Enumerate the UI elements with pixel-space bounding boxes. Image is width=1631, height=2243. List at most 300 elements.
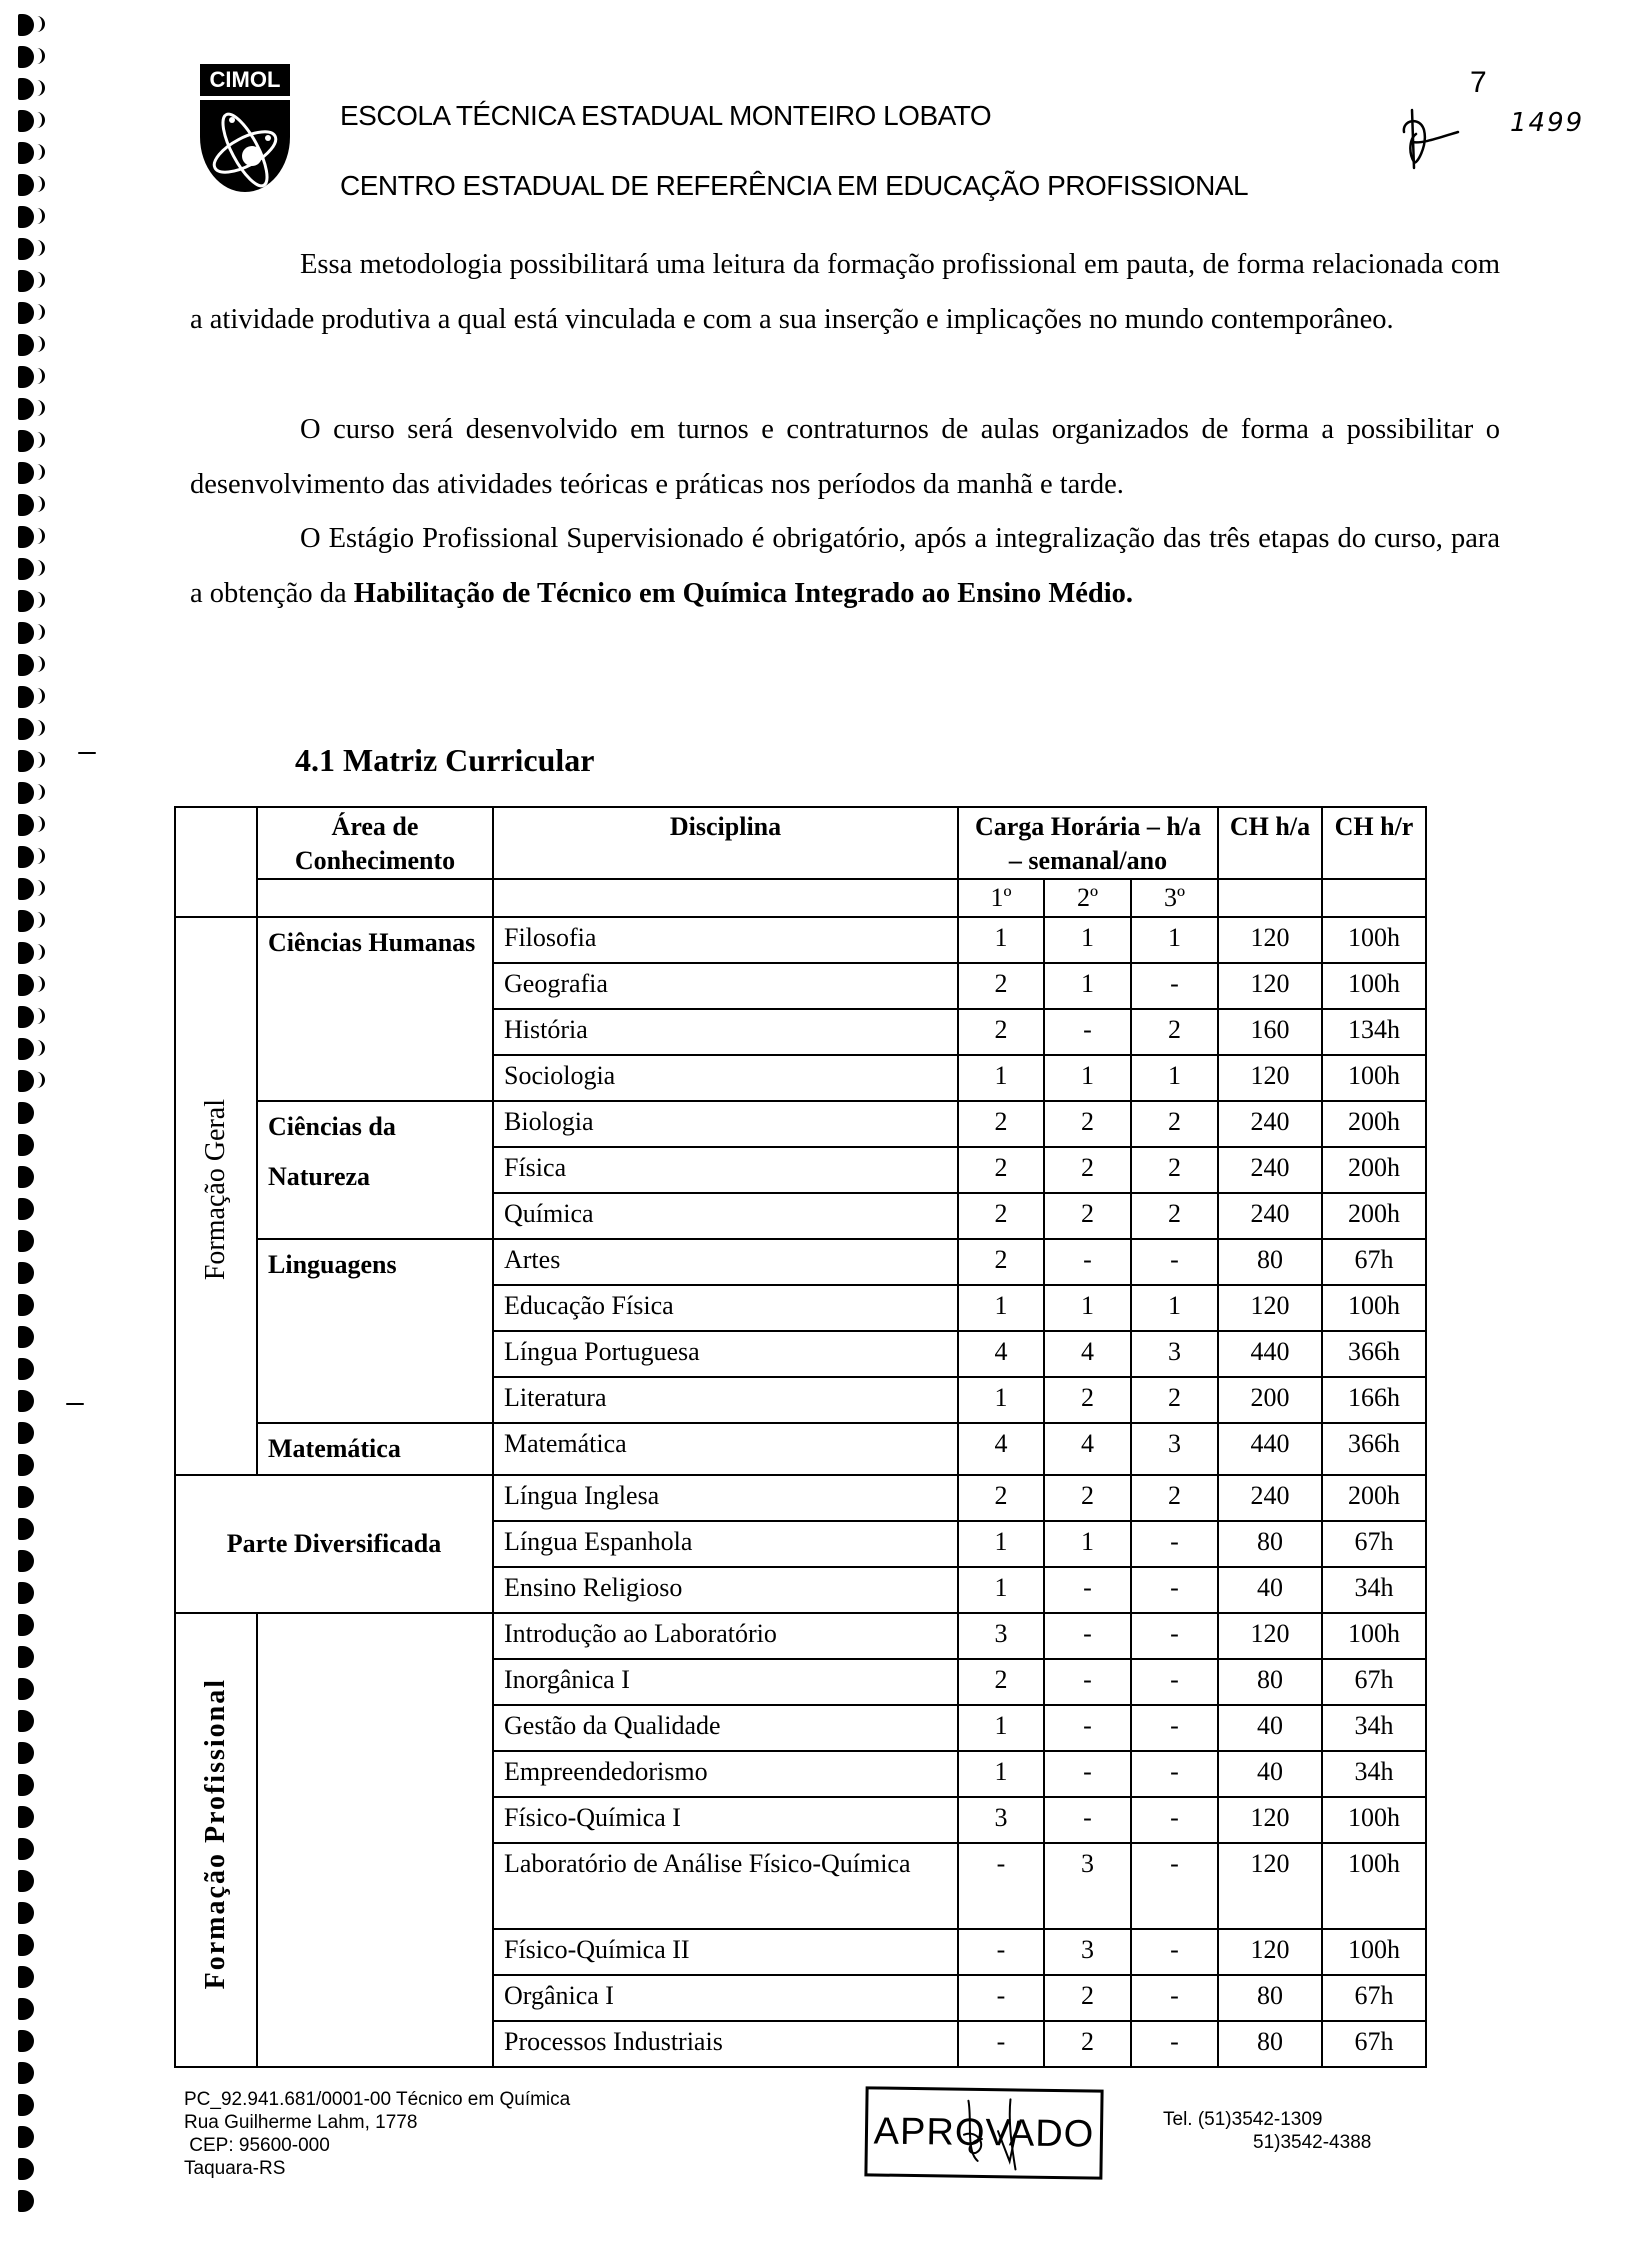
hole-dot <box>18 814 34 836</box>
cell-ch-ha: 80 <box>1218 1521 1322 1567</box>
cell-ch-hr: 366h <box>1322 1331 1426 1377</box>
hole-dot <box>18 270 34 292</box>
footer-cnpj-course: PC_92.941.681/0001-00 Técnico em Química <box>184 2089 571 2110</box>
cell-year-1: 3 <box>958 1613 1044 1659</box>
hole-dot <box>18 462 34 484</box>
binding-hole-icon <box>18 430 58 462</box>
cell-disciplina: Orgânica I <box>493 1975 958 2021</box>
binding-hole-icon <box>18 2094 58 2126</box>
cell-year-1: 2 <box>958 1009 1044 1055</box>
cell-ch-ha: 240 <box>1218 1475 1322 1521</box>
hole-dot <box>18 1454 34 1476</box>
cell-ch-hr: 200h <box>1322 1101 1426 1147</box>
cell-year-2: 4 <box>1044 1331 1131 1377</box>
hole-dot <box>18 174 34 196</box>
hole-dot <box>18 398 34 420</box>
cell-year-2: 2 <box>1044 1147 1131 1193</box>
cell-year-1: 1 <box>958 1521 1044 1567</box>
binding-hole-icon <box>18 1198 58 1230</box>
cell-ch-ha: 80 <box>1218 1659 1322 1705</box>
hole-shadow <box>37 848 45 864</box>
curriculum-matrix-table <box>174 806 1427 2068</box>
cell-ch-hr: 200h <box>1322 1193 1426 1239</box>
cell-disciplina: Gestão da Qualidade <box>493 1705 958 1751</box>
group-label: Formação Geral <box>200 1099 231 1281</box>
section-title: 4.1 Matriz Curricular <box>295 742 595 778</box>
cell-disciplina: Geografia <box>493 963 958 1009</box>
cell-ch-ha: 80 <box>1218 1975 1322 2021</box>
cell-year-3: - <box>1131 2021 1218 2067</box>
qualification-title: Habilitação de Técnico em Química Integrado ao Ensino Médio. <box>353 577 1134 609</box>
cell-year-3: - <box>1131 1751 1218 1797</box>
binding-hole-icon <box>18 1806 58 1838</box>
scan-mark <box>78 752 96 754</box>
hole-dot <box>18 2094 34 2116</box>
hole-shadow <box>37 240 45 256</box>
center-name: CENTRO ESTADUAL DE REFERÊNCIA EM EDUCAÇÃO PROFISSIONAL <box>340 170 1249 201</box>
binding-hole-icon <box>18 2126 58 2158</box>
hole-dot <box>18 1710 34 1732</box>
header-disciplina: Disciplina <box>493 807 958 879</box>
binding-hole-icon <box>18 526 58 558</box>
cell-ch-hr: 134h <box>1322 1009 1426 1055</box>
hole-dot <box>18 1262 34 1284</box>
binding-hole-icon <box>18 1166 58 1198</box>
binding-hole-icon <box>18 1742 58 1774</box>
cell-year-3: - <box>1131 1929 1218 1975</box>
cell-year-3: 1 <box>1131 1285 1218 1331</box>
cell-disciplina: Físico-Química I <box>493 1797 958 1843</box>
table-row <box>175 1613 1426 1659</box>
cell-year-1: 1 <box>958 1285 1044 1331</box>
hole-shadow <box>37 688 45 704</box>
hole-shadow <box>37 656 45 672</box>
binding-hole-icon <box>18 910 58 942</box>
hole-shadow <box>37 208 45 224</box>
cell-year-2: 3 <box>1044 1929 1131 1975</box>
binding-hole-icon <box>18 174 58 206</box>
hole-shadow <box>37 1040 45 1056</box>
header-area: Área de Conhecimento <box>257 807 493 879</box>
cell-ch-ha: 240 <box>1218 1101 1322 1147</box>
hole-dot <box>18 206 34 228</box>
binding-hole-icon <box>18 654 58 686</box>
cell-ch-ha: 160 <box>1218 1009 1322 1055</box>
hole-shadow <box>37 720 45 736</box>
hole-dot <box>18 942 34 964</box>
cell-ch-ha: 120 <box>1218 1929 1322 1975</box>
hole-dot <box>18 366 34 388</box>
cell-ch-hr: 34h <box>1322 1705 1426 1751</box>
cell-year-2: 1 <box>1044 917 1131 963</box>
cell-year-2: 1 <box>1044 963 1131 1009</box>
hole-dot <box>18 1134 34 1156</box>
hole-dot <box>18 1870 34 1892</box>
binding-hole-icon <box>18 334 58 366</box>
hole-dot <box>18 142 34 164</box>
binding-hole-icon <box>18 1390 58 1422</box>
binding-hole-icon <box>18 1614 58 1646</box>
cell-disciplina: Física <box>493 1147 958 1193</box>
hole-dot <box>18 238 34 260</box>
binding-hole-icon <box>18 1934 58 1966</box>
header-ch-hr-blank <box>1322 879 1426 917</box>
cell-year-3: 2 <box>1131 1193 1218 1239</box>
binding-hole-icon <box>18 2062 58 2094</box>
binding-hole-icon <box>18 686 58 718</box>
stamp-text: APROVADO <box>873 2109 1095 2156</box>
binding-hole-icon <box>18 1870 58 1902</box>
hole-shadow <box>37 976 45 992</box>
table-row <box>175 1239 1426 1285</box>
hole-dot <box>18 1550 34 1572</box>
hole-dot <box>18 1934 34 1956</box>
binding-hole-icon <box>18 2190 58 2222</box>
cell-year-1: 4 <box>958 1423 1044 1475</box>
group-parte-diversificada: Parte Diversificada <box>175 1475 493 1613</box>
cell-year-2: 2 <box>1044 1101 1131 1147</box>
cell-disciplina: Língua Inglesa <box>493 1475 958 1521</box>
school-logo <box>200 64 290 192</box>
cell-year-3: - <box>1131 1239 1218 1285</box>
cell-ch-hr: 100h <box>1322 1929 1426 1975</box>
hole-dot <box>18 558 34 580</box>
binding-hole-icon <box>18 78 58 110</box>
cell-year-1: 1 <box>958 1567 1044 1613</box>
cell-year-3: 3 <box>1131 1331 1218 1377</box>
cell-ch-hr: 67h <box>1322 1239 1426 1285</box>
cell-year-2: 2 <box>1044 2021 1131 2067</box>
cell-year-1: 1 <box>958 1705 1044 1751</box>
cell-year-1: - <box>958 1975 1044 2021</box>
cell-year-3: 2 <box>1131 1475 1218 1521</box>
hole-dot <box>18 1198 34 1220</box>
cell-ch-hr: 67h <box>1322 1521 1426 1567</box>
hole-dot <box>18 718 34 740</box>
cell-disciplina: Artes <box>493 1239 958 1285</box>
cell-ch-hr: 100h <box>1322 963 1426 1009</box>
hole-shadow <box>37 432 45 448</box>
cell-year-2: 1 <box>1044 1285 1131 1331</box>
handwritten-sheet-number: 1499 <box>1510 108 1585 138</box>
hole-shadow <box>37 784 45 800</box>
binding-hole-icon <box>18 846 58 878</box>
hole-dot <box>18 430 34 452</box>
hole-shadow <box>37 752 45 768</box>
cell-year-3: - <box>1131 1843 1218 1929</box>
area-linguagens: Linguagens <box>257 1239 493 1423</box>
cell-year-3: - <box>1131 1613 1218 1659</box>
hole-dot <box>18 1742 34 1764</box>
binding-hole-icon <box>18 1550 58 1582</box>
cell-year-1: 3 <box>958 1797 1044 1843</box>
cell-ch-hr: 200h <box>1322 1147 1426 1193</box>
header-year-2: 2º <box>1044 879 1131 917</box>
cell-year-3: 2 <box>1131 1009 1218 1055</box>
hole-shadow <box>37 496 45 512</box>
hole-dot <box>18 1326 34 1348</box>
hole-dot <box>18 686 34 708</box>
binding-holes <box>18 14 58 2222</box>
hole-dot <box>18 1230 34 1252</box>
hole-dot <box>18 78 34 100</box>
cell-disciplina: Língua Portuguesa <box>493 1331 958 1377</box>
binding-hole-icon <box>18 942 58 974</box>
footer-cep: CEP: 95600-000 <box>184 2135 330 2156</box>
binding-hole-icon <box>18 1102 58 1134</box>
cell-year-2: - <box>1044 1239 1131 1285</box>
binding-hole-icon <box>18 1038 58 1070</box>
cell-disciplina: Educação Física <box>493 1285 958 1331</box>
hole-dot <box>18 750 34 772</box>
cell-year-2: 2 <box>1044 1975 1131 2021</box>
binding-hole-icon <box>18 1678 58 1710</box>
binding-hole-icon <box>18 14 58 46</box>
cell-year-1: 1 <box>958 1751 1044 1797</box>
binding-hole-icon <box>18 1454 58 1486</box>
hole-dot <box>18 1678 34 1700</box>
cell-year-3: - <box>1131 1797 1218 1843</box>
binding-hole-icon <box>18 462 58 494</box>
binding-hole-icon <box>18 1358 58 1390</box>
hole-shadow <box>37 1008 45 1024</box>
hole-dot <box>18 302 34 324</box>
binding-hole-icon <box>18 718 58 750</box>
hole-dot <box>18 1582 34 1604</box>
cell-year-2: - <box>1044 1751 1131 1797</box>
cell-ch-ha: 40 <box>1218 1705 1322 1751</box>
logo-text: CIMOL <box>200 64 290 96</box>
binding-hole-icon <box>18 558 58 590</box>
cell-ch-ha: 40 <box>1218 1567 1322 1613</box>
hole-dot <box>18 2062 34 2084</box>
hole-dot <box>18 14 34 36</box>
binding-hole-icon <box>18 1646 58 1678</box>
binding-hole-icon <box>18 270 58 302</box>
hole-shadow <box>37 112 45 128</box>
binding-hole-icon <box>18 2030 58 2062</box>
cell-year-1: 2 <box>958 1147 1044 1193</box>
hole-dot <box>18 2190 34 2212</box>
cell-ch-ha: 80 <box>1218 2021 1322 2067</box>
hole-dot <box>18 334 34 356</box>
group-formacao-profissional <box>175 1613 257 2067</box>
cell-ch-ha: 120 <box>1218 1843 1322 1929</box>
hole-shadow <box>37 1072 45 1088</box>
binding-hole-icon <box>18 1422 58 1454</box>
header-disciplina-blank <box>493 879 958 917</box>
cell-disciplina: Literatura <box>493 1377 958 1423</box>
binding-hole-icon <box>18 302 58 334</box>
header-group-blank <box>175 807 257 917</box>
hole-shadow <box>37 16 45 32</box>
header-carga-horaria: Carga Horária – h/a – semanal/ano <box>958 807 1218 879</box>
cell-year-3: - <box>1131 1659 1218 1705</box>
cell-year-3: 2 <box>1131 1101 1218 1147</box>
cell-ch-ha: 120 <box>1218 963 1322 1009</box>
hole-dot <box>18 46 34 68</box>
hole-shadow <box>37 272 45 288</box>
hole-dot <box>18 1998 34 2020</box>
paragraph-shifts: O curso será desenvolvido em turnos e contraturnos de aulas organizados de forma a possibilitar o desenvolvimento das atividades teóricas e práticas nos períodos da manhã e tarde. <box>190 414 1500 500</box>
cell-disciplina: Físico-Química II <box>493 1929 958 1975</box>
footer-tel-2: 51)3542-4388 <box>1253 2132 1372 2153</box>
hole-dot <box>18 1518 34 1540</box>
hole-dot <box>18 1614 34 1636</box>
cell-year-1: 2 <box>958 1193 1044 1239</box>
cell-year-1: 1 <box>958 1377 1044 1423</box>
cell-year-2: 2 <box>1044 1475 1131 1521</box>
cell-year-3: - <box>1131 1521 1218 1567</box>
header-year-3: 3º <box>1131 879 1218 917</box>
school-name: ESCOLA TÉCNICA ESTADUAL MONTEIRO LOBATO <box>340 100 992 131</box>
hole-dot <box>18 1774 34 1796</box>
binding-hole-icon <box>18 814 58 846</box>
cell-ch-ha: 120 <box>1218 1613 1322 1659</box>
cell-year-3: - <box>1131 1567 1218 1613</box>
binding-hole-icon <box>18 1774 58 1806</box>
hole-dot <box>18 526 34 548</box>
binding-hole-icon <box>18 1902 58 1934</box>
cell-year-2: - <box>1044 1613 1131 1659</box>
hole-dot <box>18 1166 34 1188</box>
cell-year-2: - <box>1044 1797 1131 1843</box>
hole-dot <box>18 1294 34 1316</box>
area-blank <box>257 1613 493 2067</box>
cell-disciplina: Empreendedorismo <box>493 1751 958 1797</box>
cell-ch-hr: 100h <box>1322 917 1426 963</box>
hole-dot <box>18 846 34 868</box>
table-row <box>175 917 1426 963</box>
hole-dot <box>18 494 34 516</box>
cell-year-1: - <box>958 2021 1044 2067</box>
binding-hole-icon <box>18 974 58 1006</box>
cell-year-1: - <box>958 1843 1044 1929</box>
hole-shadow <box>37 400 45 416</box>
cell-ch-hr: 100h <box>1322 1843 1426 1929</box>
cell-disciplina: Química <box>493 1193 958 1239</box>
cell-ch-hr: 100h <box>1322 1797 1426 1843</box>
hole-shadow <box>37 880 45 896</box>
table-row <box>175 1101 1426 1147</box>
cell-disciplina: Língua Espanhola <box>493 1521 958 1567</box>
footer-city: Taquara-RS <box>184 2158 286 2179</box>
cell-ch-ha: 240 <box>1218 1193 1322 1239</box>
group-label: Formação Profissional <box>200 1678 231 1990</box>
hole-dot <box>18 1038 34 1060</box>
hole-shadow <box>37 80 45 96</box>
cell-ch-ha: 440 <box>1218 1423 1322 1475</box>
hole-shadow <box>37 816 45 832</box>
hole-shadow <box>37 48 45 64</box>
hole-dot <box>18 1486 34 1508</box>
cell-disciplina: Sociologia <box>493 1055 958 1101</box>
binding-hole-icon <box>18 110 58 142</box>
approved-stamp <box>864 2086 1103 2179</box>
hole-shadow <box>37 464 45 480</box>
binding-hole-icon <box>18 1326 58 1358</box>
hole-shadow <box>37 144 45 160</box>
binding-hole-icon <box>18 366 58 398</box>
hole-dot <box>18 1422 34 1444</box>
binding-hole-icon <box>18 1838 58 1870</box>
cell-disciplina: Processos Industriais <box>493 2021 958 2067</box>
footer-tel-1: Tel. (51)3542-1309 <box>1163 2109 1323 2130</box>
cell-ch-ha: 240 <box>1218 1147 1322 1193</box>
cell-ch-hr: 100h <box>1322 1613 1426 1659</box>
footer-phones <box>1163 2108 1371 2154</box>
cell-ch-ha: 200 <box>1218 1377 1322 1423</box>
cell-ch-ha: 120 <box>1218 1797 1322 1843</box>
cell-year-3: - <box>1131 963 1218 1009</box>
cell-disciplina: História <box>493 1009 958 1055</box>
table-row <box>175 1423 1426 1475</box>
cell-ch-hr: 366h <box>1322 1423 1426 1475</box>
cell-disciplina: Laboratório de Análise Físico-Química <box>493 1843 958 1929</box>
hole-dot <box>18 974 34 996</box>
binding-hole-icon <box>18 238 58 270</box>
cell-ch-hr: 100h <box>1322 1055 1426 1101</box>
hole-dot <box>18 878 34 900</box>
cell-year-3: - <box>1131 1975 1218 2021</box>
hole-shadow <box>37 176 45 192</box>
hole-shadow <box>37 912 45 928</box>
header-ch-ha: CH h/a <box>1218 807 1322 879</box>
cell-year-1: 2 <box>958 963 1044 1009</box>
binding-hole-icon <box>18 1966 58 1998</box>
header-ch-hr: CH h/r <box>1322 807 1426 879</box>
hole-dot <box>18 622 34 644</box>
cell-ch-hr: 34h <box>1322 1567 1426 1613</box>
cell-ch-ha: 40 <box>1218 1751 1322 1797</box>
hole-dot <box>18 1838 34 1860</box>
hole-shadow <box>37 560 45 576</box>
binding-hole-icon <box>18 782 58 814</box>
cell-year-2: 4 <box>1044 1423 1131 1475</box>
cell-year-1: 4 <box>958 1331 1044 1377</box>
binding-hole-icon <box>18 2158 58 2190</box>
binding-hole-icon <box>18 590 58 622</box>
binding-hole-icon <box>18 1518 58 1550</box>
hole-shadow <box>37 528 45 544</box>
cell-year-3: 2 <box>1131 1377 1218 1423</box>
cell-ch-hr: 67h <box>1322 1659 1426 1705</box>
atom-shield-icon <box>200 100 290 192</box>
cell-ch-hr: 67h <box>1322 1975 1426 2021</box>
footer-street: Rua Guilherme Lahm, 1778 <box>184 2112 418 2133</box>
cell-year-1: - <box>958 1929 1044 1975</box>
hole-dot <box>18 1358 34 1380</box>
table-row <box>175 1475 1426 1521</box>
binding-hole-icon <box>18 142 58 174</box>
cell-year-2: - <box>1044 1659 1131 1705</box>
paragraph-methodology: Essa metodologia possibilitará uma leitura da formação profissional em pauta, de forma relacionada com a atividade produtiva a qual está vinculada e com a sua inserção e implicações no mundo contemporâneo. <box>190 249 1500 335</box>
scan-mark <box>66 1403 84 1405</box>
hole-shadow <box>37 336 45 352</box>
cell-ch-hr: 166h <box>1322 1377 1426 1423</box>
header-ch-ha-blank <box>1218 879 1322 917</box>
cell-disciplina: Matemática <box>493 1423 958 1475</box>
stamp-signature-icon <box>957 2091 1028 2176</box>
cell-ch-ha: 80 <box>1218 1239 1322 1285</box>
binding-hole-icon <box>18 1230 58 1262</box>
binding-hole-icon <box>18 1582 58 1614</box>
hole-dot <box>18 1070 34 1092</box>
cell-year-3: - <box>1131 1705 1218 1751</box>
cell-disciplina: Filosofia <box>493 917 958 963</box>
binding-hole-icon <box>18 878 58 910</box>
binding-hole-icon <box>18 46 58 78</box>
